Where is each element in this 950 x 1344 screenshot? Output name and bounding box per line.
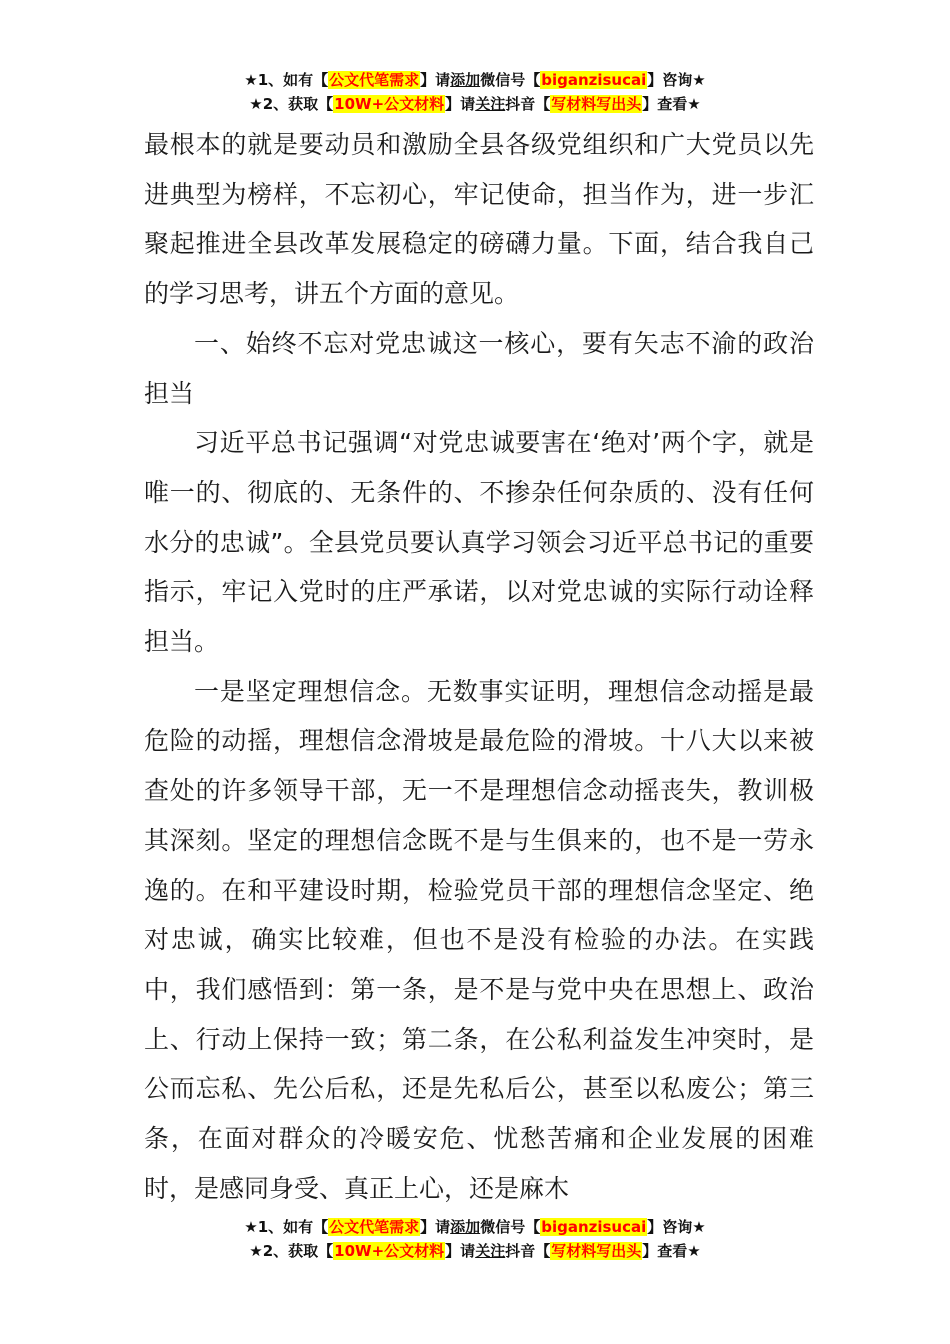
- document-body: [144, 120, 814, 1213]
- highlight-wechat-id: biganzisucai: [541, 71, 647, 89]
- banner-line-1: [0, 68, 950, 92]
- banner-text: 2、获取【: [262, 1242, 334, 1260]
- banner-text: 】咨询: [647, 1218, 693, 1236]
- star-icon: ★: [687, 1242, 701, 1260]
- banner-text: 1、如有【: [257, 1218, 329, 1236]
- banner-text: 微信号【: [480, 71, 541, 89]
- banner-text: 】咨询: [647, 71, 693, 89]
- star-icon: ★: [244, 71, 258, 89]
- footer-banner: [0, 1215, 950, 1263]
- highlight-service: 公文代笔需求: [329, 71, 420, 89]
- underlined-text: 关注: [475, 95, 506, 113]
- highlight-douyin-account: 写材料写出头: [551, 1242, 642, 1260]
- banner-text: 】请: [445, 1242, 476, 1260]
- banner-text: 】查看: [642, 95, 688, 113]
- header-banner: [0, 68, 950, 116]
- star-icon: ★: [687, 95, 701, 113]
- banner-text: 】请: [420, 71, 451, 89]
- banner-text: 】请: [420, 1218, 451, 1236]
- star-icon: ★: [249, 1242, 263, 1260]
- star-icon: ★: [244, 1218, 258, 1236]
- paragraph: 习近平总书记强调“对党忠诚要害在‘绝对’两个字，就是唯一的、彻底的、无条件的、不掺杂任何杂质的、没有任何水分的忠诚”。全县党员要认真学习领会习近平总书记的重要指示，牢记入党时的庄严承诺，以对党忠诚的实际行动诠释担当。: [144, 428, 814, 657]
- banner-line-1: [0, 1215, 950, 1239]
- banner-text: 1、如有【: [257, 71, 329, 89]
- banner-text: 抖音【: [505, 95, 551, 113]
- star-icon: ★: [692, 1218, 706, 1236]
- banner-text: 】查看: [642, 1242, 688, 1260]
- highlight-materials: 10W+公文材料: [334, 95, 445, 113]
- underlined-text: 添加: [450, 1218, 481, 1236]
- paragraph: 一是坚定理想信念。无数事实证明，理想信念动摇是最危险的动摇，理想信念滑坡是最危险的滑坡。十八大以来被查处的许多领导干部，无一不是理想信念动摇丧失，教训极其深刻。坚定的理想信念既不是与生俱来的，也不是一劳永逸的。在和平建设时期，检验党员干部的理想信念坚定、绝对忠诚，确实比较难，但也不是没有检验的办法。在实践中，我们感悟到：第一条，是不是与党中央在思想上、政治上、行动上保持一致；第二条，在公私利益发生冲突时，是公而忘私、先公后私，还是先私后公，甚至以私废公；第三条，在面对群众的冷暖安危、忧愁苦痛和企业发展的困难时，是感同身受、真正上心，还是麻木: [144, 676, 814, 1203]
- star-icon: ★: [249, 95, 263, 113]
- banner-text: 】请: [445, 95, 476, 113]
- section-heading: 一、始终不忘对党忠诚这一核心，要有矢志不渝的政治担当: [144, 328, 814, 408]
- banner-text: 2、获取【: [262, 95, 334, 113]
- highlight-service: 公文代笔需求: [329, 1218, 420, 1236]
- paragraph: 最根本的就是要动员和激励全县各级党组织和广大党员以先进典型为榜样，不忘初心，牢记使命，担当作为，进一步汇聚起推进全县改革发展稳定的磅礴力量。下面，结合我自己的学习思考，讲五个方面的意见。: [144, 130, 814, 309]
- banner-line-2: [0, 92, 950, 116]
- banner-line-2: [0, 1239, 950, 1263]
- underlined-text: 添加: [450, 71, 481, 89]
- highlight-wechat-id: biganzisucai: [541, 1218, 647, 1236]
- highlight-materials: 10W+公文材料: [334, 1242, 445, 1260]
- banner-text: 抖音【: [505, 1242, 551, 1260]
- highlight-douyin-account: 写材料写出头: [551, 95, 642, 113]
- star-icon: ★: [692, 71, 706, 89]
- underlined-text: 关注: [475, 1242, 506, 1260]
- banner-text: 微信号【: [480, 1218, 541, 1236]
